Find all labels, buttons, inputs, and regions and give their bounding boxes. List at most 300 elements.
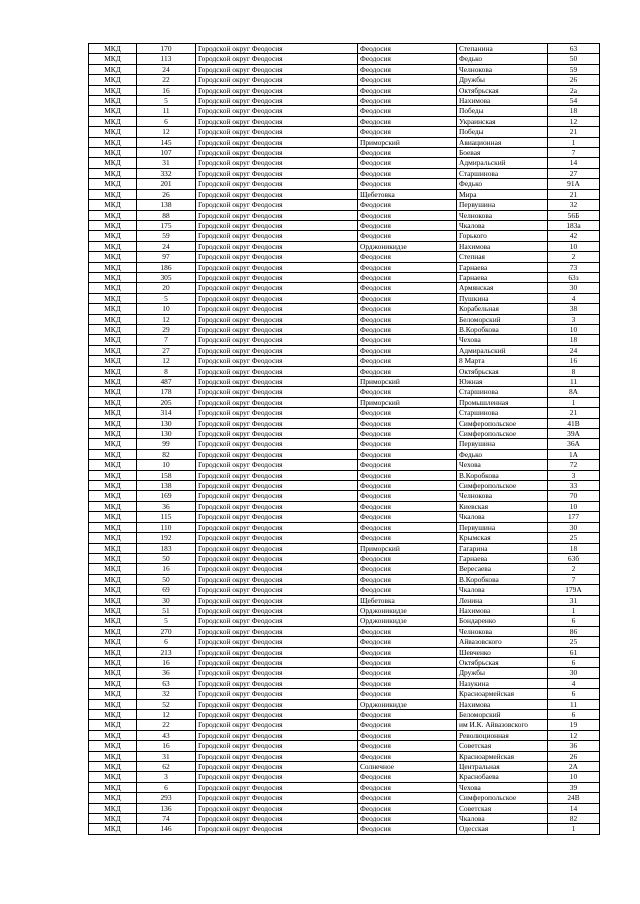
locality-cell: Феодосия	[358, 210, 457, 220]
municipality-cell: Городской округ Феодосия	[196, 231, 358, 241]
table-row	[89, 75, 600, 85]
record-count-cell: 10	[137, 304, 196, 314]
building-type-cell: МКД	[89, 85, 137, 95]
house-number-cell: 86	[548, 626, 600, 636]
municipality-cell: Городской округ Феодосия	[196, 553, 358, 563]
municipality-cell: Городской округ Феодосия	[196, 429, 358, 439]
building-type-cell: МКД	[89, 793, 137, 803]
locality-cell: Феодосия	[358, 470, 457, 480]
locality-cell: Феодосия	[358, 522, 457, 532]
locality-cell: Феодосия	[358, 304, 457, 314]
municipality-cell: Городской округ Феодосия	[196, 314, 358, 324]
record-count-cell: 50	[137, 574, 196, 584]
building-type-cell: МКД	[89, 637, 137, 647]
locality-cell: Солнечное	[358, 762, 457, 772]
street-cell: Киевская	[457, 501, 548, 511]
house-number-cell: 8А	[548, 387, 600, 397]
locality-cell: Орджоникидзе	[358, 616, 457, 626]
table-row	[89, 272, 600, 282]
locality-cell: Феодосия	[358, 231, 457, 241]
record-count-cell: 213	[137, 647, 196, 657]
municipality-cell: Городской округ Феодосия	[196, 158, 358, 168]
house-number-cell: 7	[548, 574, 600, 584]
building-type-cell: МКД	[89, 377, 137, 387]
house-number-cell: 25	[548, 533, 600, 543]
table-row	[89, 730, 600, 740]
building-type-cell: МКД	[89, 585, 137, 595]
record-count-cell: 6	[137, 782, 196, 792]
street-cell: Челнокова	[457, 626, 548, 636]
street-cell: Октябрьская	[457, 657, 548, 667]
locality-cell: Феодосия	[358, 75, 457, 85]
record-count-cell: 24	[137, 64, 196, 74]
record-count-cell: 12	[137, 127, 196, 137]
municipality-cell: Городской округ Феодосия	[196, 127, 358, 137]
street-cell: Победы	[457, 127, 548, 137]
house-number-cell: 25	[548, 637, 600, 647]
locality-cell: Феодосия	[358, 626, 457, 636]
record-count-cell: 22	[137, 720, 196, 730]
record-count-cell: 12	[137, 314, 196, 324]
house-number-cell: 18	[548, 335, 600, 345]
building-type-cell: МКД	[89, 616, 137, 626]
building-type-cell: МКД	[89, 345, 137, 355]
locality-cell: Феодосия	[358, 574, 457, 584]
locality-cell: Феодосия	[358, 64, 457, 74]
locality-cell: Феодосия	[358, 408, 457, 418]
street-cell: Ленина	[457, 595, 548, 605]
table-row	[89, 377, 600, 387]
house-number-cell: 16	[548, 356, 600, 366]
house-number-cell: 14	[548, 158, 600, 168]
building-type-cell: МКД	[89, 127, 137, 137]
table-row	[89, 585, 600, 595]
building-type-cell: МКД	[89, 605, 137, 615]
table-row	[89, 137, 600, 147]
building-type-cell: МКД	[89, 824, 137, 834]
record-count-cell: 31	[137, 158, 196, 168]
record-count-cell: 22	[137, 75, 196, 85]
street-cell: Старшинова	[457, 408, 548, 418]
house-number-cell: 1	[548, 824, 600, 834]
record-count-cell: 97	[137, 252, 196, 262]
municipality-cell: Городской округ Феодосия	[196, 585, 358, 595]
table-row	[89, 512, 600, 522]
house-number-cell: 56Б	[548, 210, 600, 220]
house-number-cell: 70	[548, 491, 600, 501]
house-number-cell: 3	[548, 314, 600, 324]
street-cell: Советская	[457, 803, 548, 813]
locality-cell: Феодосия	[358, 335, 457, 345]
building-type-cell: МКД	[89, 283, 137, 293]
record-count-cell: 8	[137, 366, 196, 376]
municipality-cell: Городской округ Феодосия	[196, 626, 358, 636]
table-row	[89, 179, 600, 189]
table-row	[89, 647, 600, 657]
street-cell: Первушина	[457, 200, 548, 210]
table-row	[89, 231, 600, 241]
building-type-cell: МКД	[89, 293, 137, 303]
building-type-cell: МКД	[89, 75, 137, 85]
locality-cell: Феодосия	[358, 814, 457, 824]
building-type-cell: МКД	[89, 137, 137, 147]
building-type-cell: МКД	[89, 741, 137, 751]
table-row	[89, 116, 600, 126]
table-row	[89, 564, 600, 574]
house-number-cell: 26	[548, 751, 600, 761]
record-count-cell: 16	[137, 85, 196, 95]
table-row	[89, 200, 600, 210]
house-number-cell: 6	[548, 616, 600, 626]
municipality-cell: Городской округ Феодосия	[196, 533, 358, 543]
table-row	[89, 762, 600, 772]
municipality-cell: Городской округ Феодосия	[196, 397, 358, 407]
building-type-cell: МКД	[89, 710, 137, 720]
municipality-cell: Городской округ Феодосия	[196, 741, 358, 751]
table-row	[89, 439, 600, 449]
municipality-cell: Городской округ Феодосия	[196, 335, 358, 345]
house-number-cell: 10	[548, 772, 600, 782]
locality-cell: Феодосия	[358, 657, 457, 667]
table-row	[89, 158, 600, 168]
locality-cell: Феодосия	[358, 710, 457, 720]
locality-cell: Орджоникидзе	[358, 241, 457, 251]
table-row	[89, 553, 600, 563]
municipality-cell: Городской округ Феодосия	[196, 168, 358, 178]
record-count-cell: 305	[137, 272, 196, 282]
house-number-cell: 1	[548, 137, 600, 147]
house-number-cell: 1	[548, 397, 600, 407]
street-cell: Симферопольское	[457, 481, 548, 491]
table-row	[89, 418, 600, 428]
locality-cell: Приморский	[358, 397, 457, 407]
building-type-cell: МКД	[89, 397, 137, 407]
record-count-cell: 43	[137, 730, 196, 740]
house-number-cell: 12	[548, 730, 600, 740]
record-count-cell: 158	[137, 470, 196, 480]
record-count-cell: 99	[137, 439, 196, 449]
municipality-cell: Городской округ Феодосия	[196, 377, 358, 387]
locality-cell: Феодосия	[358, 564, 457, 574]
street-cell: Симферопольское	[457, 418, 548, 428]
building-type-cell: МКД	[89, 481, 137, 491]
locality-cell: Феодосия	[358, 387, 457, 397]
record-count-cell: 51	[137, 605, 196, 615]
record-count-cell: 5	[137, 96, 196, 106]
street-cell: Чехова	[457, 460, 548, 470]
street-cell: Назукина	[457, 678, 548, 688]
record-count-cell: 110	[137, 522, 196, 532]
street-cell: Чехова	[457, 335, 548, 345]
locality-cell: Феодосия	[358, 324, 457, 334]
record-count-cell: 11	[137, 106, 196, 116]
record-count-cell: 63	[137, 678, 196, 688]
street-cell: Советская	[457, 741, 548, 751]
municipality-cell: Городской округ Феодосия	[196, 106, 358, 116]
street-cell: Чкалова	[457, 512, 548, 522]
building-type-cell: МКД	[89, 814, 137, 824]
building-type-cell: МКД	[89, 96, 137, 106]
house-number-cell: 21	[548, 408, 600, 418]
locality-cell: Приморский	[358, 137, 457, 147]
street-cell: им И.К. Айвазовского	[457, 720, 548, 730]
municipality-cell: Городской округ Феодосия	[196, 54, 358, 64]
locality-cell: Феодосия	[358, 772, 457, 782]
building-type-cell: МКД	[89, 54, 137, 64]
building-type-cell: МКД	[89, 418, 137, 428]
municipality-cell: Городской округ Феодосия	[196, 262, 358, 272]
record-count-cell: 5	[137, 616, 196, 626]
house-number-cell: 2	[548, 252, 600, 262]
record-count-cell: 183	[137, 543, 196, 553]
building-type-cell: МКД	[89, 106, 137, 116]
locality-cell: Феодосия	[358, 647, 457, 657]
house-number-cell: 12	[548, 116, 600, 126]
house-number-cell: 73	[548, 262, 600, 272]
record-count-cell: 145	[137, 137, 196, 147]
municipality-cell: Городской округ Феодосия	[196, 345, 358, 355]
table-row	[89, 314, 600, 324]
locality-cell: Феодосия	[358, 751, 457, 761]
record-count-cell: 314	[137, 408, 196, 418]
street-cell: Федько	[457, 54, 548, 64]
table-row	[89, 470, 600, 480]
building-type-cell: МКД	[89, 116, 137, 126]
building-type-cell: МКД	[89, 252, 137, 262]
building-type-cell: МКД	[89, 220, 137, 230]
table-row	[89, 616, 600, 626]
municipality-cell: Городской округ Феодосия	[196, 85, 358, 95]
municipality-cell: Городской округ Феодосия	[196, 293, 358, 303]
table-row	[89, 252, 600, 262]
street-cell: Нахимова	[457, 699, 548, 709]
street-cell: Беломорский	[457, 314, 548, 324]
building-type-cell: МКД	[89, 44, 137, 54]
locality-cell: Феодосия	[358, 168, 457, 178]
table-row	[89, 283, 600, 293]
locality-cell: Феодосия	[358, 678, 457, 688]
street-cell: Южная	[457, 377, 548, 387]
municipality-cell: Городской округ Феодосия	[196, 762, 358, 772]
house-number-cell: 54	[548, 96, 600, 106]
building-type-cell: МКД	[89, 179, 137, 189]
record-count-cell: 3	[137, 772, 196, 782]
house-number-cell: 36	[548, 741, 600, 751]
locality-cell: Феодосия	[358, 220, 457, 230]
house-number-cell: 21	[548, 189, 600, 199]
street-cell: В.Коробкова	[457, 470, 548, 480]
locality-cell: Феодосия	[358, 730, 457, 740]
table-row	[89, 335, 600, 345]
street-cell: Чкалова	[457, 220, 548, 230]
house-number-cell: 91А	[548, 179, 600, 189]
house-number-cell: 11	[548, 377, 600, 387]
locality-cell: Феодосия	[358, 283, 457, 293]
house-number-cell: 24В	[548, 793, 600, 803]
locality-cell: Феодосия	[358, 356, 457, 366]
municipality-cell: Городской округ Феодосия	[196, 137, 358, 147]
street-cell: Нахимова	[457, 96, 548, 106]
record-count-cell: 5	[137, 293, 196, 303]
street-cell: Крымская	[457, 533, 548, 543]
municipality-cell: Городской округ Феодосия	[196, 491, 358, 501]
table-row	[89, 324, 600, 334]
street-cell: Челнокова	[457, 210, 548, 220]
record-count-cell: 136	[137, 803, 196, 813]
building-type-cell: МКД	[89, 366, 137, 376]
table-row	[89, 481, 600, 491]
table-row	[89, 772, 600, 782]
record-count-cell: 332	[137, 168, 196, 178]
building-type-cell: МКД	[89, 64, 137, 74]
table-row	[89, 689, 600, 699]
locality-cell: Феодосия	[358, 106, 457, 116]
municipality-cell: Городской округ Феодосия	[196, 564, 358, 574]
record-count-cell: 50	[137, 553, 196, 563]
street-cell: Дружбы	[457, 668, 548, 678]
municipality-cell: Городской округ Феодосия	[196, 366, 358, 376]
street-cell: Челнокова	[457, 64, 548, 74]
house-number-cell: 4	[548, 678, 600, 688]
table-row	[89, 678, 600, 688]
street-cell: В.Коробкова	[457, 324, 548, 334]
house-number-cell: 31	[548, 595, 600, 605]
record-count-cell: 130	[137, 429, 196, 439]
municipality-cell: Городской округ Феодосия	[196, 793, 358, 803]
table-row	[89, 637, 600, 647]
building-type-cell: МКД	[89, 803, 137, 813]
municipality-cell: Городской округ Феодосия	[196, 512, 358, 522]
building-type-cell: МКД	[89, 387, 137, 397]
street-cell: Чкалова	[457, 585, 548, 595]
street-cell: Бондаренко	[457, 616, 548, 626]
record-count-cell: 27	[137, 345, 196, 355]
municipality-cell: Городской округ Феодосия	[196, 272, 358, 282]
table-row	[89, 522, 600, 532]
street-cell: Степная	[457, 252, 548, 262]
house-number-cell: 27	[548, 168, 600, 178]
record-count-cell: 178	[137, 387, 196, 397]
record-count-cell: 36	[137, 501, 196, 511]
building-type-cell: МКД	[89, 231, 137, 241]
street-cell: Федько	[457, 449, 548, 459]
table-row	[89, 741, 600, 751]
table-row	[89, 533, 600, 543]
locality-cell: Феодосия	[358, 54, 457, 64]
municipality-cell: Городской округ Феодосия	[196, 200, 358, 210]
table-row	[89, 574, 600, 584]
record-count-cell: 52	[137, 699, 196, 709]
street-cell: Октябрьская	[457, 366, 548, 376]
building-type-cell: МКД	[89, 491, 137, 501]
locality-cell: Феодосия	[358, 262, 457, 272]
street-cell: Первушина	[457, 522, 548, 532]
table-row	[89, 397, 600, 407]
table-row	[89, 345, 600, 355]
record-count-cell: 175	[137, 220, 196, 230]
building-type-cell: МКД	[89, 574, 137, 584]
table-row	[89, 356, 600, 366]
locality-cell: Феодосия	[358, 512, 457, 522]
locality-cell: Феодосия	[358, 637, 457, 647]
table-row	[89, 751, 600, 761]
building-type-cell: МКД	[89, 148, 137, 158]
municipality-cell: Городской округ Феодосия	[196, 470, 358, 480]
building-type-cell: МКД	[89, 356, 137, 366]
record-count-cell: 146	[137, 824, 196, 834]
municipality-cell: Городской округ Феодосия	[196, 220, 358, 230]
house-number-cell: 18	[548, 543, 600, 553]
building-type-cell: МКД	[89, 314, 137, 324]
building-type-cell: МКД	[89, 449, 137, 459]
house-number-cell: 21	[548, 127, 600, 137]
locality-cell: Феодосия	[358, 585, 457, 595]
locality-cell: Феодосия	[358, 782, 457, 792]
record-count-cell: 26	[137, 189, 196, 199]
house-number-cell: 63	[548, 44, 600, 54]
building-type-cell: МКД	[89, 533, 137, 543]
locality-cell: Феодосия	[358, 116, 457, 126]
building-type-cell: МКД	[89, 304, 137, 314]
record-count-cell: 59	[137, 231, 196, 241]
table-row	[89, 720, 600, 730]
table-row	[89, 782, 600, 792]
house-number-cell: 177	[548, 512, 600, 522]
locality-cell: Феодосия	[358, 429, 457, 439]
record-count-cell: 6	[137, 116, 196, 126]
building-type-cell: МКД	[89, 210, 137, 220]
building-type-cell: МКД	[89, 657, 137, 667]
table-row	[89, 387, 600, 397]
street-cell: Старшинова	[457, 387, 548, 397]
municipality-cell: Городской округ Феодосия	[196, 210, 358, 220]
house-number-cell: 24	[548, 345, 600, 355]
locality-cell: Феодосия	[358, 179, 457, 189]
house-number-cell: 4	[548, 293, 600, 303]
municipality-cell: Городской округ Феодосия	[196, 460, 358, 470]
municipality-cell: Городской округ Феодосия	[196, 689, 358, 699]
table-row	[89, 501, 600, 511]
locality-cell: Феодосия	[358, 439, 457, 449]
house-number-cell: 63б	[548, 553, 600, 563]
table-body	[89, 44, 600, 835]
table-row	[89, 491, 600, 501]
locality-cell: Щебетовка	[358, 189, 457, 199]
house-number-cell: 38	[548, 304, 600, 314]
street-cell: Одесская	[457, 824, 548, 834]
building-type-cell: МКД	[89, 200, 137, 210]
locality-cell: Феодосия	[358, 44, 457, 54]
street-cell: Первушина	[457, 439, 548, 449]
locality-cell: Феодосия	[358, 345, 457, 355]
record-count-cell: 115	[137, 512, 196, 522]
table-row	[89, 54, 600, 64]
municipality-cell: Городской округ Феодосия	[196, 678, 358, 688]
house-number-cell: 10	[548, 324, 600, 334]
street-cell: Промышленная	[457, 397, 548, 407]
municipality-cell: Городской округ Феодосия	[196, 179, 358, 189]
house-number-cell: 10	[548, 501, 600, 511]
house-number-cell: 179А	[548, 585, 600, 595]
street-cell: Нахимова	[457, 241, 548, 251]
municipality-cell: Городской округ Феодосия	[196, 668, 358, 678]
building-type-cell: МКД	[89, 470, 137, 480]
record-count-cell: 10	[137, 460, 196, 470]
record-count-cell: 201	[137, 179, 196, 189]
municipality-cell: Городской округ Феодосия	[196, 605, 358, 615]
street-cell: Красноармейская	[457, 689, 548, 699]
street-cell: Боевая	[457, 148, 548, 158]
